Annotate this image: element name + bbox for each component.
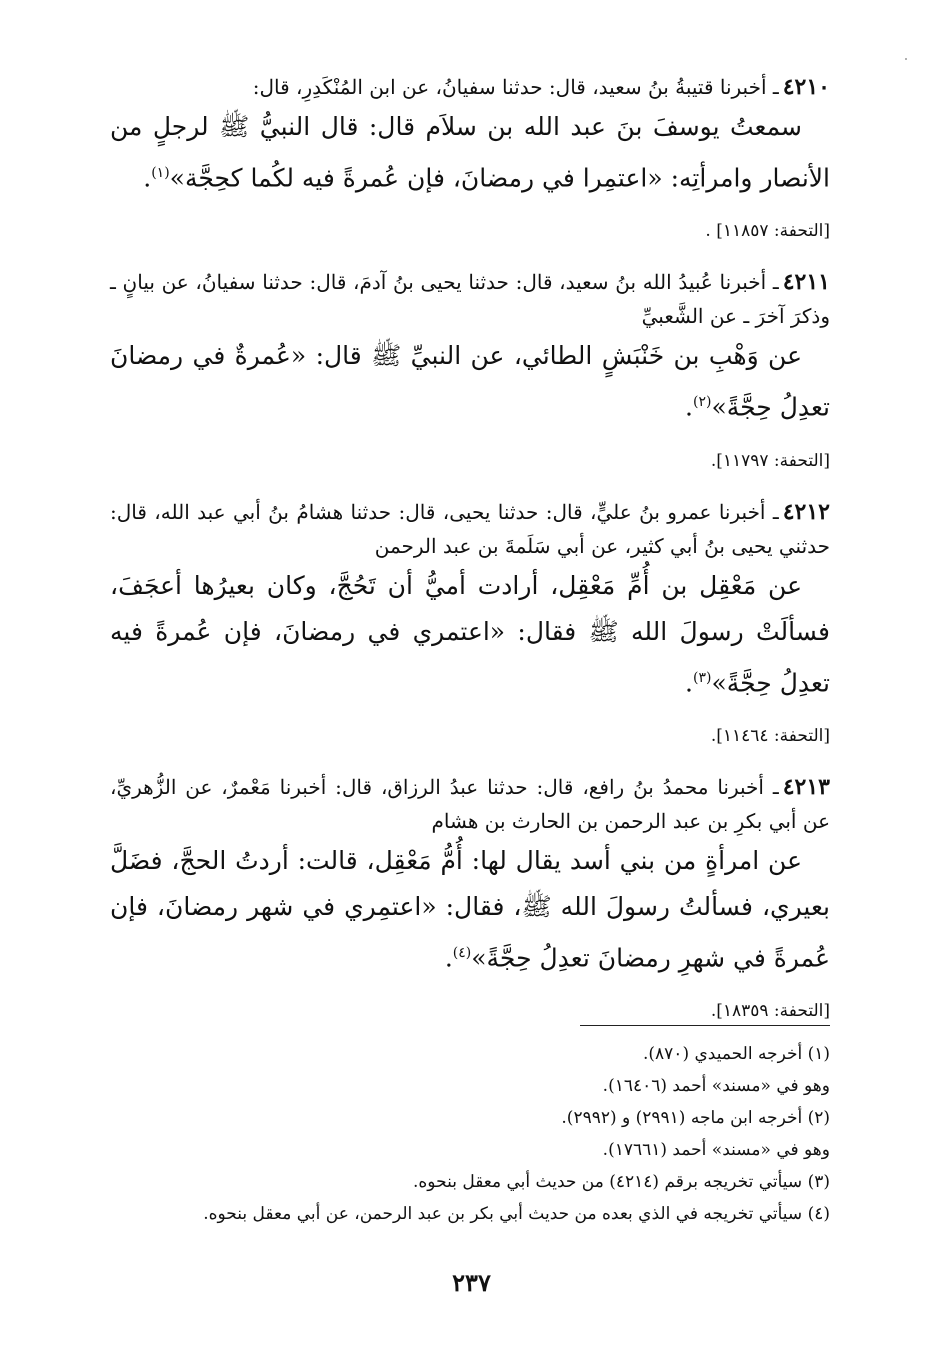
hadith-number: ٤٢١٢	[782, 498, 830, 525]
hadith-4211	[110, 265, 830, 474]
hadith-chain	[110, 495, 830, 563]
hadith-4213	[110, 770, 830, 1025]
tuhfa-reference: [التحفة: ١١٨٥٧] .	[705, 221, 830, 242]
tuhfa-reference: [التحفة: ١١٤٦٤].	[710, 725, 830, 746]
footnote-mark[interactable]: (٣)	[692, 669, 712, 686]
hadith-chain	[110, 70, 830, 104]
footnote-mark[interactable]: (١)	[151, 165, 170, 181]
tuhfa-reference: [التحفة: ١٨٣٥٩].	[710, 1001, 830, 1022]
chain-text: ـ أخبرنا عُبيدُ الله بنُ سعيد، قال: حدثنا يحيى بنُ آدمَ، قال: حدثنا سفيانُ، عن بيانٍ ـ وذكرَ آخرَ ـ عن الشَّعبيِّ	[110, 270, 830, 329]
footnote-mark[interactable]: (٢)	[692, 394, 712, 411]
hadith-chain	[110, 770, 830, 838]
hadith-number: ٤٢١٣	[782, 773, 830, 800]
hadith-matn: عن امرأةٍ من بني أسد يقال لها: أُمُّ مَعْقِل، قالت: أردتُ الحجَّ، فضَلَّ بعيري، فسألتُ رسولَ الله ﷺ، فقال: «اعتمِري في شهر رمضانَ، فإن عُمرةً في شهرِ رمضانَ تعدِلُ حِجَّةً»$^{(٤)}$.	[110, 845, 830, 973]
page-body	[110, 70, 830, 1045]
footnote-divider	[580, 1025, 830, 1026]
hadith-matn: عن وَهْبِ بن خَنْبَشٍ الطائي، عن النبيِّ ﷺ قال: «عُمرةٌ في رمضانَ تعدِلُ حِجَّةً»$^{(٢)}$.	[110, 341, 830, 422]
hadith-chain	[110, 265, 830, 333]
hadith-number: ٤٢١٠	[782, 74, 830, 100]
scan-dot	[905, 58, 907, 60]
hadith-number: ٤٢١١	[782, 269, 830, 296]
footnote-line: وهو في «مسند» أحمد (١٧٦٦١).	[602, 1140, 830, 1160]
hadith-matn: عن مَعْقِل بن أُمِّ مَعْقِل، أرادت أميُّ أن تَحُجَّ، وكان بعيرُها أعجَفَ، فسألَتْ رسولَ الله ﷺ فقال: «اعتمري في رمضانَ، فإن عُمرةً فيه تعدِلُ حِجَّةً»$^{(٣)}$.	[110, 570, 830, 697]
chain-text: ـ أخبرنا عمرو بنُ عليٍّ، قال: حدثنا يحيى، قال: حدثنا هشامُ بنُ أبي عبد الله، قال: حدثني يحيى بنُ أبي كثير، عن أبي سَلَمةَ بن عبد الرحمن	[110, 499, 830, 558]
chain-text: ـ أخبرنا قتيبةُ بنُ سعيد، قال: حدثنا سفيانُ، عن ابن المُنْكَدِرِ، قال:	[252, 75, 779, 99]
footnote-line: (٣) سيأتي تخريجه برقم (٤٢١٤) من حديث أبي معقل بنحوه.	[413, 1172, 830, 1192]
matn-text: عن مَعْقِل بن أُمِّ مَعْقِل، أرادت أميُّ أن تَحُجَّ، وكان بعيرُها أعجَفَ، فسألَتْ رسولَ الله ﷺ فقال: «اعتمري في رمضانَ، فإن عُمرةً فيه تعدِلُ حِجَّةً»	[110, 570, 830, 697]
matn-text: عن وَهْبِ بن خَنْبَشٍ الطائي، عن النبيِّ ﷺ قال: «عُمرةٌ في رمضانَ تعدِلُ حِجَّةً»	[110, 341, 830, 422]
footnote-line: وهو في «مسند» أحمد (١٦٤٠٦).	[602, 1076, 830, 1096]
hadith-4212	[110, 495, 830, 750]
footnote-mark[interactable]: (٤)	[452, 944, 472, 961]
matn-text: سمعتُ يوسفَ بنَ عبد الله بن سلاَم قال: قال النبيُّ ﷺ لرجلٍ من الأنصار وامرأتِه: «اعتمِرا في رمضانَ، فإن عُمرةً فيه لكُما كحِجَّة»	[110, 112, 830, 193]
tuhfa-reference: [التحفة: ١١٧٩٧].	[710, 450, 830, 471]
footnote-line: (١) أخرجه الحميدي (٨٧٠).	[642, 1044, 830, 1064]
chain-text: ـ أخبرنا محمدُ بنُ رافع، قال: حدثنا عبدُ الرزاق، قال: أخبرنا مَعْمرٌ، عن الزُّهريِّ، عن أبي بكرِ بن عبد الرحمن بن الحارث بن هشام	[110, 774, 830, 833]
footnote-line: (٤) سيأتي تخريجه في الذي بعده من حديث أبي بكر بن عبد الرحمن، عن أبي معقل بنحوه.	[203, 1204, 830, 1224]
footnote-line: (٢) أخرجه ابن ماجه (٢٩٩١) و (٢٩٩٢).	[561, 1108, 830, 1128]
hadith-4210	[110, 70, 830, 245]
hadith-matn: سمعتُ يوسفَ بنَ عبد الله بن سلاَم قال: قال النبيُّ ﷺ لرجلٍ من الأنصار وامرأتِه: «اعتمِرا في رمضانَ، فإن عُمرةً فيه لكُما كحِجَّة»$^{(١)}$.	[110, 112, 830, 193]
page-number: ٢٣٧	[452, 1268, 491, 1297]
footnotes	[110, 1038, 830, 1230]
matn-text: عن امرأةٍ من بني أسد يقال لها: أُمُّ مَعْقِل، قالت: أردتُ الحجَّ، فضَلَّ بعيري، فسألتُ رسولَ الله ﷺ، فقال: «اعتمِري في شهر رمضانَ، فإن عُمرةً في شهرِ رمضانَ تعدِلُ حِجَّةً»	[110, 845, 830, 973]
